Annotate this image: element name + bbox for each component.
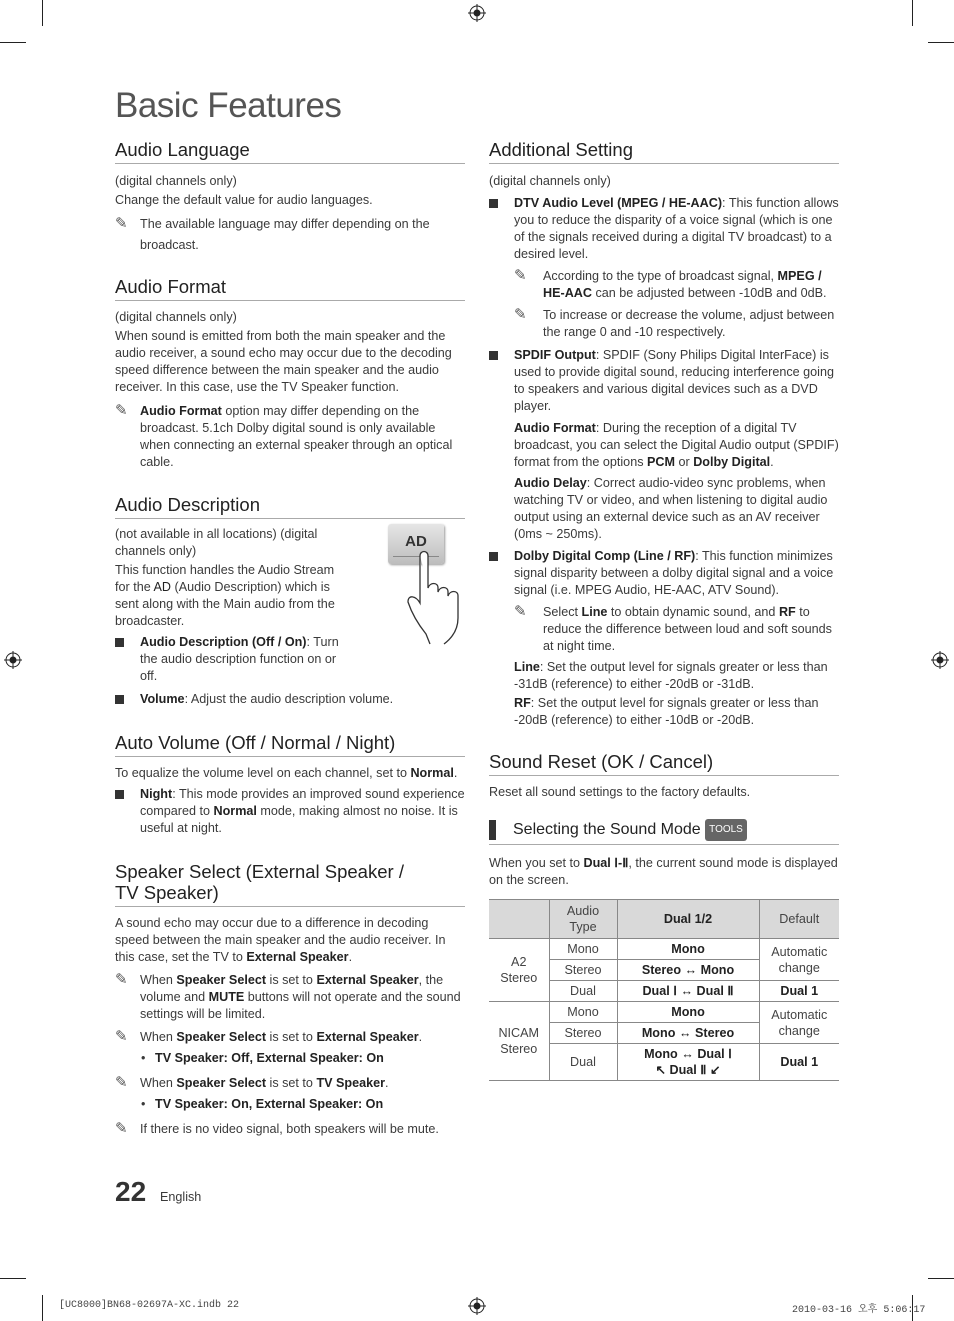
t: When bbox=[140, 1030, 177, 1044]
bullet-bold: Volume bbox=[140, 692, 185, 706]
bullet-square bbox=[489, 552, 498, 561]
note-text: The available language may differ depending on the broadcast. bbox=[140, 217, 430, 252]
dot-text: TV Speaker: On, External Speaker: On bbox=[155, 1097, 384, 1111]
t: is set to bbox=[266, 1076, 317, 1090]
body-text bbox=[115, 562, 350, 630]
table-cell: Dual 1 bbox=[759, 981, 839, 1002]
table-cell: NICAM Stereo bbox=[489, 1002, 549, 1081]
bullet-bold: Dolby Digital Comp (Line / RF) bbox=[514, 549, 696, 563]
section-speaker-select bbox=[115, 861, 465, 1138]
t: : During the reception of a digital TV broadcast, you can select the Digital Audio output (SPDIF) format from the options bbox=[514, 421, 839, 469]
crop-mark bbox=[0, 1278, 26, 1279]
note bbox=[514, 307, 839, 341]
section-title: Additional Setting bbox=[489, 139, 839, 164]
section-audio-format bbox=[115, 276, 465, 471]
body-text: Change the default value for audio languages. bbox=[115, 193, 373, 207]
sub-paragraph bbox=[514, 659, 839, 693]
ad-button-label: AD bbox=[405, 533, 427, 550]
dot-bullet: • bbox=[141, 1051, 146, 1065]
crop-mark bbox=[928, 42, 954, 43]
bullet bbox=[489, 347, 839, 415]
sub-paragraph bbox=[514, 420, 839, 471]
t: . bbox=[770, 455, 774, 469]
body-text bbox=[489, 855, 839, 889]
body-text-a: A sound echo may occur due to a difference in decoding speed between the main speaker and the audio receiver. In this case, set the TV to bbox=[115, 916, 446, 964]
table-header-cell: Default bbox=[759, 900, 839, 939]
table-header-row bbox=[489, 900, 839, 939]
dot-item bbox=[115, 1096, 465, 1113]
bullet-square bbox=[115, 638, 124, 647]
registration-mark-icon bbox=[468, 4, 486, 22]
t: is set to bbox=[266, 1030, 317, 1044]
left-column bbox=[115, 139, 465, 1138]
print-footer-right: 2010-03-16 오후 5:06:17 bbox=[792, 1305, 926, 1316]
language-label: English bbox=[160, 1190, 202, 1204]
section-auto-volume bbox=[115, 732, 465, 837]
t: : Correct audio-video sync problems, when watching TV or video, and when listening to digital audio output using an external device such as an AV receiver (0ms ~ 250ms). bbox=[514, 476, 828, 541]
cell-line-1: Mono ↔ Dual Ⅰ bbox=[644, 1047, 732, 1061]
pencil-icon: ✎ bbox=[115, 215, 128, 232]
b: MPEG / HE-AAC bbox=[543, 269, 822, 300]
crop-mark bbox=[42, 0, 43, 26]
note bbox=[115, 214, 465, 256]
section-title: Audio Description bbox=[115, 494, 465, 519]
body-text-b: (Audio Description) which is sent along with the Main audio from the broadcaster. bbox=[115, 580, 335, 628]
t: When you set to bbox=[489, 856, 584, 870]
print-footer-left: [UC8000]BN68-02697A-XC.indb 22 bbox=[59, 1300, 240, 1311]
b: Dolby Digital bbox=[693, 455, 771, 469]
note-text: option may differ depending on the broadcast. 5.1ch Dolby digital sound is only available when connecting an external speaker through an optical cable. bbox=[140, 404, 453, 469]
note bbox=[514, 604, 839, 655]
pencil-icon: ✎ bbox=[115, 402, 128, 419]
t: , the volume and bbox=[140, 973, 444, 1004]
table-cell bbox=[617, 1044, 759, 1081]
t: or bbox=[675, 455, 694, 469]
title-bar bbox=[489, 820, 496, 840]
t: is set to bbox=[266, 973, 317, 987]
table-cell: Dual 1 bbox=[759, 1044, 839, 1081]
pencil-icon: ✎ bbox=[514, 267, 527, 284]
pencil-icon: ✎ bbox=[514, 306, 527, 323]
pencil-icon: ✎ bbox=[115, 971, 128, 988]
table-cell: Mono ↔ Stereo bbox=[617, 1023, 759, 1044]
b: PCM bbox=[647, 455, 675, 469]
t: When bbox=[140, 1076, 177, 1090]
b: Dual Ⅰ-Ⅱ bbox=[583, 856, 629, 870]
body-text-b: . bbox=[453, 766, 458, 780]
section-audio-description bbox=[115, 494, 465, 708]
t: . bbox=[418, 1030, 423, 1044]
section-title: Audio Format bbox=[115, 276, 465, 301]
t: to reduce the difference between loud and soft sounds at night time. bbox=[543, 605, 832, 653]
table-cell: Stereo bbox=[549, 960, 617, 981]
table-cell: Stereo ↔ Mono bbox=[617, 960, 759, 981]
dot-item bbox=[115, 1050, 465, 1067]
section-title: Auto Volume (Off / Normal / Night) bbox=[115, 732, 465, 757]
bullet-square bbox=[489, 351, 498, 360]
bullet bbox=[115, 634, 350, 685]
b: Line bbox=[514, 660, 540, 674]
body-bold: External Speaker bbox=[246, 950, 349, 964]
bullet-text: : This mode provides an improved sound experience compared to bbox=[140, 787, 465, 818]
body-text: When sound is emitted from both the main speaker and the audio receiver, a sound echo may occur due to the decoding speed difference between the main speaker and the audio receiver. In this case, use the TV Speaker function. bbox=[115, 329, 452, 394]
t: When bbox=[140, 973, 177, 987]
t: : Set the output level for signals greater or less than -31dB (reference) to either -20dB or -31dB. bbox=[514, 660, 828, 691]
subsection-title-text: Selecting the Sound Mode bbox=[513, 821, 701, 838]
crop-mark bbox=[928, 1278, 954, 1279]
condition-text: (not available in all locations) (digital channels only) bbox=[115, 527, 318, 558]
title-line-1: Speaker Select (External Speaker / bbox=[115, 861, 404, 882]
table-cell: Mono bbox=[617, 1002, 759, 1023]
table-cell: Dual Ⅰ ↔ Dual Ⅱ bbox=[617, 981, 759, 1002]
bullet-bold: Audio Description (Off / On) bbox=[140, 635, 307, 649]
section-title: Audio Language bbox=[115, 139, 465, 164]
bullet-bold: SPDIF Output bbox=[514, 348, 596, 362]
title-line-2: TV Speaker) bbox=[115, 882, 219, 903]
table-cell bbox=[489, 900, 549, 939]
note bbox=[115, 1121, 465, 1138]
b: Audio Delay bbox=[514, 476, 587, 490]
bullet bbox=[489, 195, 839, 263]
table-cell: Mono bbox=[549, 1002, 617, 1023]
sound-mode-table bbox=[489, 899, 839, 1081]
table-cell: Stereo bbox=[549, 1023, 617, 1044]
note bbox=[115, 403, 465, 471]
t: can be adjusted between -10dB and 0dB. bbox=[591, 286, 827, 300]
b: Line bbox=[581, 605, 608, 619]
body-text bbox=[115, 915, 465, 966]
crop-mark bbox=[912, 0, 913, 26]
subsection-title bbox=[489, 819, 839, 845]
bullet bbox=[115, 691, 465, 708]
note-text: To increase or decrease the volume, adjust between the range 0 and -10 respectively. bbox=[543, 308, 835, 339]
bullet-text: : Adjust the audio description volume. bbox=[184, 692, 394, 706]
note bbox=[514, 268, 839, 302]
condition-text: (digital channels only) bbox=[489, 174, 611, 188]
body-text-a: This function handles the Audio Stream for the bbox=[115, 563, 335, 594]
t: : Set the output level for signals greater or less than -20dB (reference) to either -10dB or -20dB. bbox=[514, 696, 819, 727]
t: buttons will not operate and the sound settings will be limited. bbox=[140, 990, 461, 1021]
body-text bbox=[115, 765, 465, 782]
t: , the current sound mode is displayed on the screen. bbox=[489, 856, 838, 887]
b: RF bbox=[778, 605, 796, 619]
bullet-text: : Turn the audio description function on or off. bbox=[140, 635, 339, 683]
b: RF bbox=[514, 696, 531, 710]
table-header-cell: Audio Type bbox=[549, 900, 617, 939]
b: Speaker Select bbox=[176, 973, 267, 987]
b: Speaker Select bbox=[176, 1076, 267, 1090]
bullet-text: : This function minimizes signal disparity between a dolby digital signal and a voice signal (i.e. MPEG Audio, HE-AAC, ATV Sound). bbox=[514, 549, 834, 597]
dot-text: TV Speaker: Off, External Speaker: On bbox=[155, 1051, 384, 1065]
b: Speaker Select bbox=[176, 1030, 267, 1044]
crop-mark bbox=[42, 1295, 43, 1321]
t: According to the type of broadcast signal, bbox=[543, 269, 778, 283]
bullet-text: : This function allows you to reduce the disparity of a voice signal (which is one of the signals received during a digital TV broadcast) to a desired level. bbox=[514, 196, 839, 261]
bullet-square bbox=[489, 199, 498, 208]
bullet-square bbox=[115, 790, 124, 799]
table-header-cell: Dual 1/2 bbox=[617, 900, 759, 939]
t: . bbox=[385, 1076, 389, 1090]
table-cell: Dual bbox=[549, 1044, 617, 1081]
section-sound-reset bbox=[489, 751, 839, 801]
bullet-text-2: mode, making almost no noise. It is useful at night. bbox=[140, 804, 458, 835]
registration-mark-icon bbox=[931, 651, 949, 669]
bullet-bold: DTV Audio Level (MPEG / HE-AAC) bbox=[514, 196, 723, 210]
pencil-icon: ✎ bbox=[115, 1074, 128, 1091]
note-text: If there is no video signal, both speakers will be mute. bbox=[140, 1122, 439, 1136]
bullet-square bbox=[115, 695, 124, 704]
page-number: 22 bbox=[115, 1176, 147, 1207]
b: MUTE bbox=[208, 990, 245, 1004]
bullet-bold: Night bbox=[140, 787, 173, 801]
body-text-b: . bbox=[348, 950, 353, 964]
table-row bbox=[489, 1002, 839, 1023]
dot-bullet: • bbox=[141, 1097, 146, 1111]
hand-pointer-icon bbox=[406, 548, 468, 648]
condition-text: (digital channels only) bbox=[115, 174, 237, 188]
pencil-icon: ✎ bbox=[115, 1120, 128, 1137]
table-cell: Dual bbox=[549, 981, 617, 1002]
bullet bbox=[115, 786, 465, 837]
note bbox=[115, 972, 465, 1023]
table-cell: Mono bbox=[617, 939, 759, 960]
section-additional-setting bbox=[489, 139, 839, 729]
b: External Speaker bbox=[316, 1030, 419, 1044]
bullet-text: : SPDIF (Sony Philips Digital InterFace) is used to provide digital sound, reducing interference going to speakers and various digital devices such as a DVD player. bbox=[514, 348, 834, 413]
section-title bbox=[115, 861, 465, 907]
note-bold: Audio Format bbox=[140, 404, 222, 418]
section-title: Sound Reset (OK / Cancel) bbox=[489, 751, 839, 776]
table-cell: A2 Stereo bbox=[489, 939, 549, 1002]
condition-text: (digital channels only) bbox=[115, 310, 237, 324]
table-cell: Automatic change bbox=[759, 1002, 839, 1044]
b: TV Speaker bbox=[316, 1076, 386, 1090]
table-cell: Automatic change bbox=[759, 939, 839, 981]
page-title: Basic Features bbox=[115, 86, 342, 125]
registration-mark-icon bbox=[468, 1297, 486, 1315]
cell-line-2: ↖ Dual Ⅱ ↙ bbox=[655, 1063, 721, 1077]
tools-icon: TOOLS bbox=[705, 819, 747, 841]
pencil-icon: ✎ bbox=[514, 603, 527, 620]
note bbox=[115, 1029, 465, 1046]
pencil-icon: ✎ bbox=[115, 1028, 128, 1045]
t: Select bbox=[543, 605, 582, 619]
table-row bbox=[489, 939, 839, 960]
b: External Speaker bbox=[316, 973, 419, 987]
b: Audio Format bbox=[514, 421, 596, 435]
note bbox=[115, 1075, 465, 1092]
table-cell: Mono bbox=[549, 939, 617, 960]
ad-remote-illustration bbox=[388, 524, 450, 649]
section-audio-language bbox=[115, 139, 465, 256]
sub-paragraph bbox=[514, 475, 839, 543]
right-column bbox=[489, 139, 839, 1081]
t: to obtain dynamic sound, and bbox=[607, 605, 779, 619]
sub-paragraph bbox=[514, 695, 839, 729]
bullet-bold-2: Normal bbox=[213, 804, 257, 818]
registration-mark-icon bbox=[4, 651, 22, 669]
ad-bold: AD bbox=[153, 580, 172, 594]
body-bold: Normal bbox=[410, 766, 454, 780]
bullet bbox=[489, 548, 839, 599]
crop-mark bbox=[0, 42, 26, 43]
body-text: Reset all sound settings to the factory defaults. bbox=[489, 785, 751, 799]
body-text-a: To equalize the volume level on each channel, set to bbox=[115, 766, 411, 780]
section-sound-mode bbox=[489, 819, 839, 1081]
